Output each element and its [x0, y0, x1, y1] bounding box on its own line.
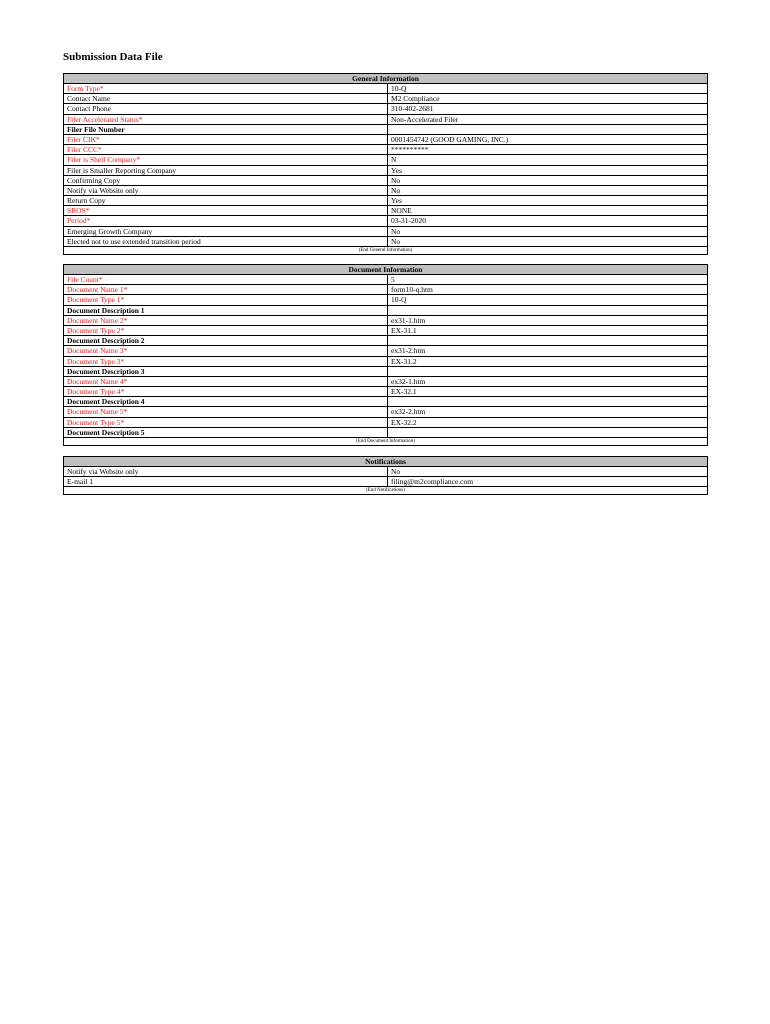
field-label: Return Copy [64, 196, 388, 205]
notifications-rows [64, 467, 707, 486]
table-row [64, 336, 707, 346]
table-row [64, 94, 707, 104]
table-row [64, 477, 707, 486]
section-footer: (End Notifications) [64, 486, 707, 494]
field-label: Document Type 3* [64, 357, 388, 366]
field-label: Document Type 1* [64, 295, 388, 304]
field-value: ex32-2.htm [391, 407, 426, 417]
table-row [64, 237, 707, 246]
field-label: Document Name 3* [64, 346, 388, 355]
field-value [388, 306, 707, 315]
field-value: ex32-1.htm [391, 376, 426, 386]
field-label: Document Description 4 [64, 397, 388, 406]
table-row [64, 407, 707, 417]
table-row [64, 397, 707, 407]
table-row [64, 467, 707, 477]
field-value: M2 Compliance [391, 94, 440, 104]
section-heading: General Information [64, 74, 707, 84]
field-value: N [391, 155, 397, 165]
field-label: Filer Accelerated Status* [64, 115, 388, 124]
table-row [64, 295, 707, 305]
field-label: Filer CCC* [64, 145, 388, 154]
table-row [64, 377, 707, 387]
field-value: 10-Q [391, 295, 407, 305]
field-label: Elected not to use extended transition period [64, 237, 388, 246]
field-value: filing@m2compliance.com [391, 477, 474, 487]
field-label: File Count* [64, 275, 388, 284]
table-row [64, 367, 707, 377]
field-label: Filer CIK* [64, 135, 388, 144]
section-heading: Notifications [64, 457, 707, 467]
field-label: Filer File Number [64, 125, 388, 134]
field-value: 0001454742 (GOOD GAMING, INC.) [391, 134, 509, 144]
field-label: SROS* [64, 206, 388, 215]
field-label: Document Name 2* [64, 316, 388, 325]
field-value [388, 428, 707, 437]
field-value: ex31-2.htm [391, 346, 426, 356]
field-label: Document Description 2 [64, 336, 388, 345]
field-value: Yes [391, 165, 402, 175]
field-value: No [391, 236, 401, 246]
table-row [64, 418, 707, 428]
field-value: Yes [391, 196, 402, 206]
field-value: ********** [391, 145, 429, 155]
table-row [64, 306, 707, 316]
table-row [64, 196, 707, 206]
field-label: Document Name 1* [64, 285, 388, 294]
field-label: Document Name 4* [64, 377, 388, 386]
section-heading: Document Information [64, 265, 707, 275]
field-label: Document Type 4* [64, 387, 388, 396]
field-value [388, 125, 707, 134]
field-value: EX-32.1 [391, 387, 417, 397]
field-label: Filer is Smaller Reporting Company [64, 166, 388, 175]
field-label: Form Type* [64, 84, 388, 93]
field-label: Notify via Website only [64, 186, 388, 195]
field-value: No [391, 185, 401, 195]
field-value: form10-q.htm [391, 285, 433, 295]
field-label: Document Type 2* [64, 326, 388, 335]
general-information-rows [64, 84, 707, 246]
field-label: Document Description 1 [64, 306, 388, 315]
field-value: EX-31.2 [391, 356, 417, 366]
general-information-section [63, 73, 708, 255]
table-row [64, 357, 707, 367]
field-value [388, 397, 707, 406]
field-label: Document Name 5* [64, 407, 388, 416]
field-value: EX-31.1 [391, 325, 417, 335]
section-footer: (End General Information) [64, 246, 707, 254]
field-value [388, 336, 707, 345]
table-row [64, 316, 707, 326]
field-label: Document Type 5* [64, 418, 388, 427]
table-row [64, 115, 707, 125]
field-value: 10-Q [391, 84, 407, 93]
document-information-rows [64, 275, 707, 437]
field-value: No [391, 467, 401, 476]
field-value: 5 [391, 275, 395, 284]
table-row [64, 387, 707, 397]
field-label: Period* [64, 216, 388, 225]
table-row [64, 326, 707, 336]
table-row [64, 166, 707, 176]
table-row [64, 275, 707, 285]
field-value: No [391, 175, 401, 185]
field-value: EX-32.2 [391, 417, 417, 427]
table-row [64, 206, 707, 216]
table-row [64, 285, 707, 295]
table-row [64, 227, 707, 237]
table-row [64, 135, 707, 145]
field-label: Document Description 5 [64, 428, 388, 437]
table-row [64, 104, 707, 114]
field-label: Confirming Copy [64, 176, 388, 185]
notifications-section [63, 456, 708, 495]
field-label: Contact Name [64, 94, 388, 103]
table-row [64, 216, 707, 226]
field-label: E-mail 1 [64, 477, 388, 486]
table-row [64, 428, 707, 437]
table-row [64, 155, 707, 165]
page-title: Submission Data File [63, 51, 163, 63]
field-label: Contact Phone [64, 104, 388, 113]
field-value: No [391, 226, 401, 236]
field-value: Non-Accelerated Filer [391, 114, 459, 124]
table-row [64, 186, 707, 196]
table-row [64, 346, 707, 356]
table-row [64, 145, 707, 155]
field-label: Document Description 3 [64, 367, 388, 376]
field-value: 310-402-2681 [391, 104, 434, 114]
field-label: Filer is Shell Company* [64, 155, 388, 164]
field-value [388, 367, 707, 376]
table-row [64, 125, 707, 135]
field-label: Emerging Growth Company [64, 227, 388, 236]
field-value: NONE [391, 206, 412, 216]
field-value: 03-31-2020 [391, 216, 426, 226]
table-row [64, 176, 707, 186]
field-label: Notify via Website only [64, 467, 388, 476]
document-information-section [63, 264, 708, 446]
table-row [64, 84, 707, 94]
section-footer: (End Document Information) [64, 437, 707, 445]
field-value: ex31-1.htm [391, 315, 426, 325]
